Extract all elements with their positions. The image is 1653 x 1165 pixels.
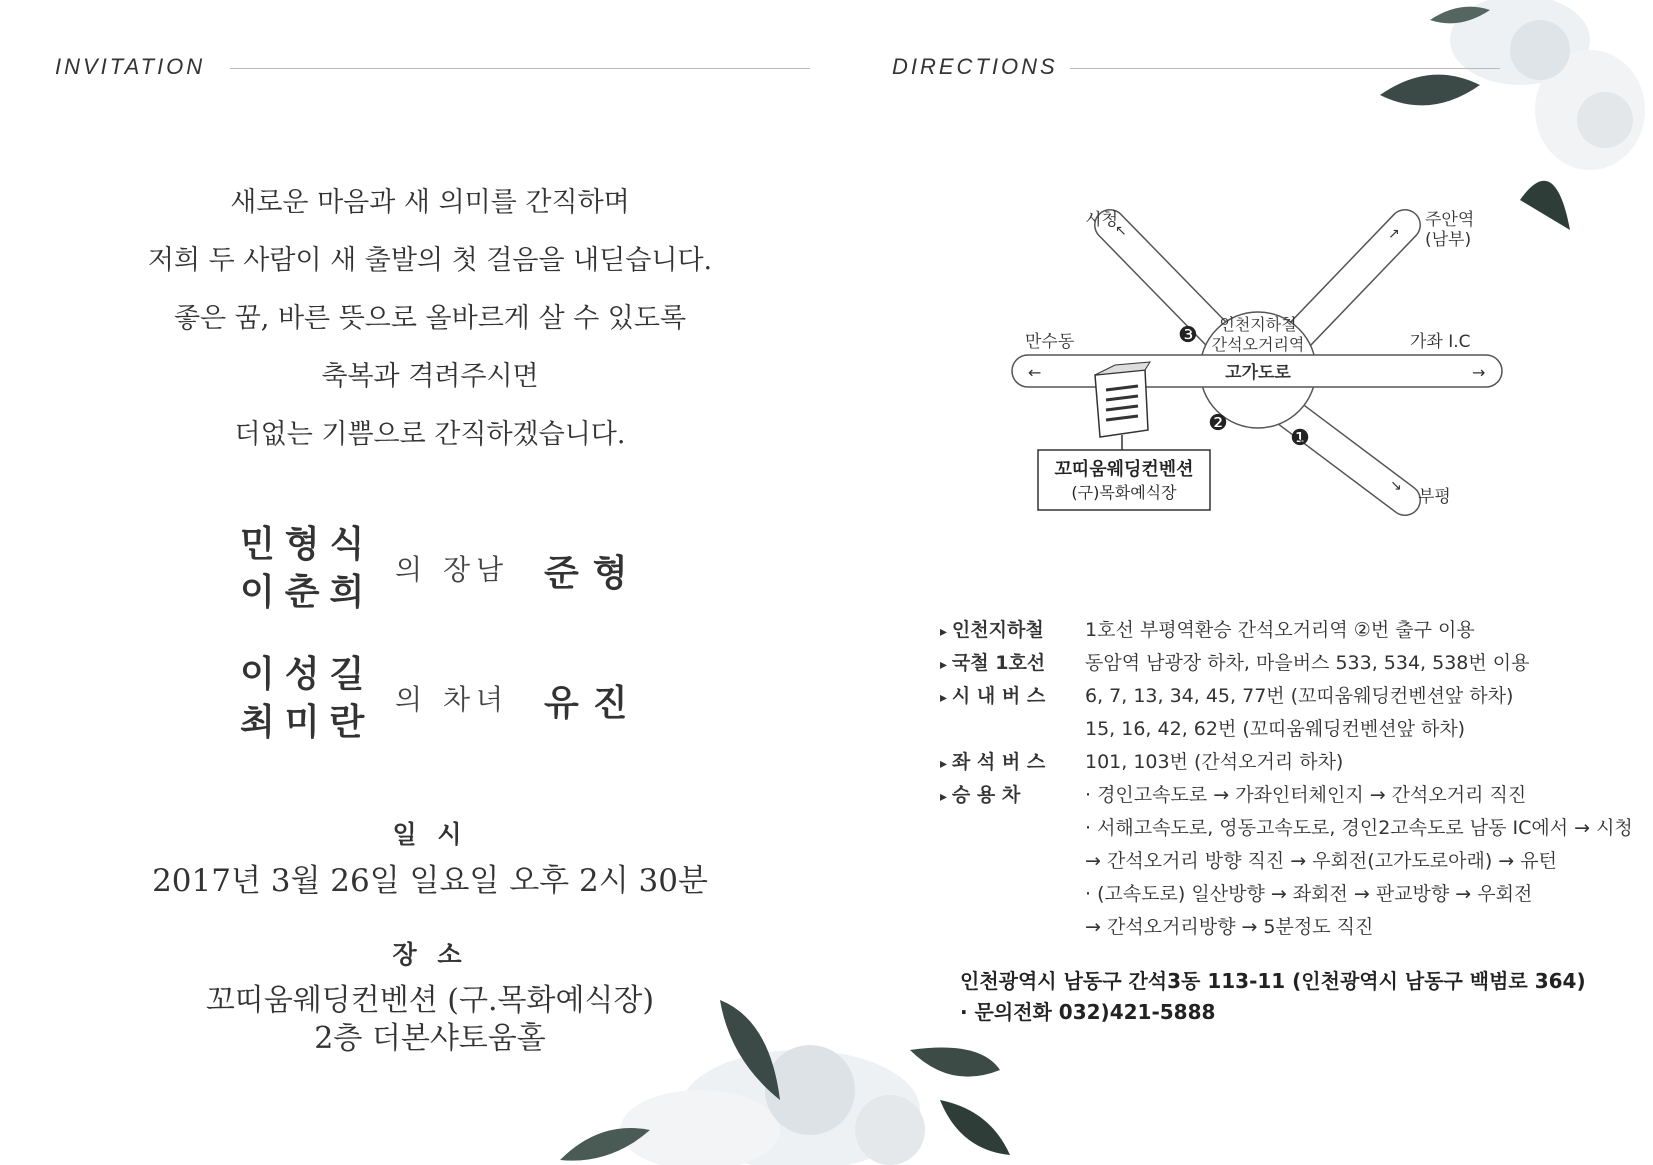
invitation-header: INVITATION — [55, 54, 206, 79]
bride-mother: 최미란 — [240, 701, 375, 743]
gajwa-label: 가좌 I.C — [1410, 332, 1471, 352]
arrow-down-right-icon: ↘ — [1390, 478, 1402, 494]
mansu-label: 만수동 — [1025, 332, 1075, 352]
directions-row-value: → 간석오거리 방향 직진 → 우회전(고가도로아래) → 유턴 — [1085, 850, 1557, 872]
date-label: 일 시 — [392, 820, 468, 849]
city-hall-label: 시청 — [1085, 210, 1118, 230]
directions-row-value: · (고속도로) 일산방향 → 좌회전 → 판교방향 → 우회전 — [1085, 883, 1533, 905]
groom-name: 준형 — [544, 552, 642, 594]
poem-line-5: 더없는 기쁨으로 간직하겠습니다. — [234, 419, 626, 450]
bride-name: 유진 — [544, 682, 642, 724]
venue-box-name: 꼬띠움웨딩컨벤션 — [1054, 459, 1194, 480]
poem-line-1: 새로운 마음과 새 의미를 간직하며 — [230, 187, 630, 218]
station-label-1: 인천지하철 — [1219, 315, 1297, 334]
road-to-juan — [1285, 225, 1405, 350]
date-value: 2017년 3월 26일 일요일 오후 2시 30분 — [152, 863, 708, 899]
directions-row-label: ▸ 국철 1호선 — [940, 648, 1060, 675]
exit-3-marker: ❸ — [1178, 323, 1198, 348]
station-label-2: 간석오거리역 — [1211, 335, 1305, 354]
directions-row-value: 6, 7, 13, 34, 45, 77번 (꼬띠움웨딩컨벤션앞 하차) — [1085, 685, 1514, 707]
directions-row-label: ▸ 좌 석 버 스 — [940, 747, 1060, 774]
poem-line-4: 축복과 격려주시면 — [321, 361, 539, 392]
exit-2-marker: ❷ — [1208, 411, 1228, 436]
arrow-right-icon: → — [1472, 363, 1486, 382]
divider-left — [230, 68, 810, 69]
arrow-left-icon: ← — [1028, 363, 1042, 382]
venue-label: 장 소 — [392, 940, 468, 969]
directions-row-value: 1호선 부평역환승 간석오거리역 ②번 출구 이용 — [1085, 619, 1475, 641]
directions-row-value: → 간석오거리방향 → 5분정도 직진 — [1085, 916, 1374, 938]
groom-father: 민형식 — [240, 523, 375, 565]
groom-parents — [240, 520, 374, 616]
poem-line-3: 좋은 꿈, 바른 뜻으로 올바르게 살 수 있도록 — [173, 303, 687, 334]
bupyeong-label: 부평 — [1418, 487, 1451, 507]
location-map — [1000, 200, 1520, 540]
directions-row-value: 101, 103번 (간석오거리 하차) — [1085, 751, 1344, 773]
bride-parents — [240, 650, 374, 746]
venue-line-1: 꼬띠움웨딩컨벤션 (구.목화예식장) — [205, 983, 655, 1018]
road-to-bupyeong — [1285, 410, 1405, 500]
juan-sub-label: (남부) — [1425, 230, 1472, 250]
directions-row-label: ▸ 승 용 차 — [940, 780, 1060, 807]
directions-header: DIRECTIONS — [892, 54, 1058, 79]
arrow-up-left-icon: ↖ — [1115, 223, 1127, 239]
building-icon — [1095, 362, 1150, 437]
directions-row-value: · 경인고속도로 → 가좌인터체인지 → 간석오거리 직진 — [1085, 784, 1527, 806]
address-line: 인천광역시 남동구 간석3동 113-11 (인천광역시 남동구 백범로 364) — [960, 969, 1586, 993]
bride-father: 이성길 — [240, 653, 375, 695]
directions-row-label: ▸ 시 내 버 스 — [940, 681, 1060, 708]
groom-relation: 의 장남 — [395, 553, 510, 586]
directions-row-value: · 서해고속도로, 영동고속도로, 경인2고속도로 남동 IC에서 → 시청 — [1085, 817, 1633, 839]
juan-label: 주안역 — [1425, 210, 1475, 230]
exit-1-marker: ❶ — [1290, 426, 1310, 451]
directions-row-value: 동암역 남광장 하차, 마을버스 533, 534, 538번 이용 — [1085, 652, 1530, 674]
road-label: 고가도로 — [1225, 363, 1291, 383]
poem-line-2: 저희 두 사람이 새 출발의 첫 걸음을 내딛습니다. — [147, 245, 713, 276]
directions-row-label: ▸ 인천지하철 — [940, 615, 1060, 642]
divider-right — [1070, 68, 1500, 69]
venue-line-2: 2층 더본샤토움홀 — [314, 1021, 546, 1056]
bride-relation: 의 차녀 — [395, 683, 510, 716]
directions-row-value: 15, 16, 42, 62번 (꼬띠움웨딩컨벤션앞 하차) — [1085, 718, 1466, 740]
groom-mother: 이춘희 — [240, 571, 375, 613]
arrow-up-right-icon: ↗ — [1388, 226, 1400, 242]
phone-line: · 문의전화 032)421-5888 — [960, 1000, 1216, 1024]
venue-box-old-name: (구)목화예식장 — [1071, 483, 1177, 502]
